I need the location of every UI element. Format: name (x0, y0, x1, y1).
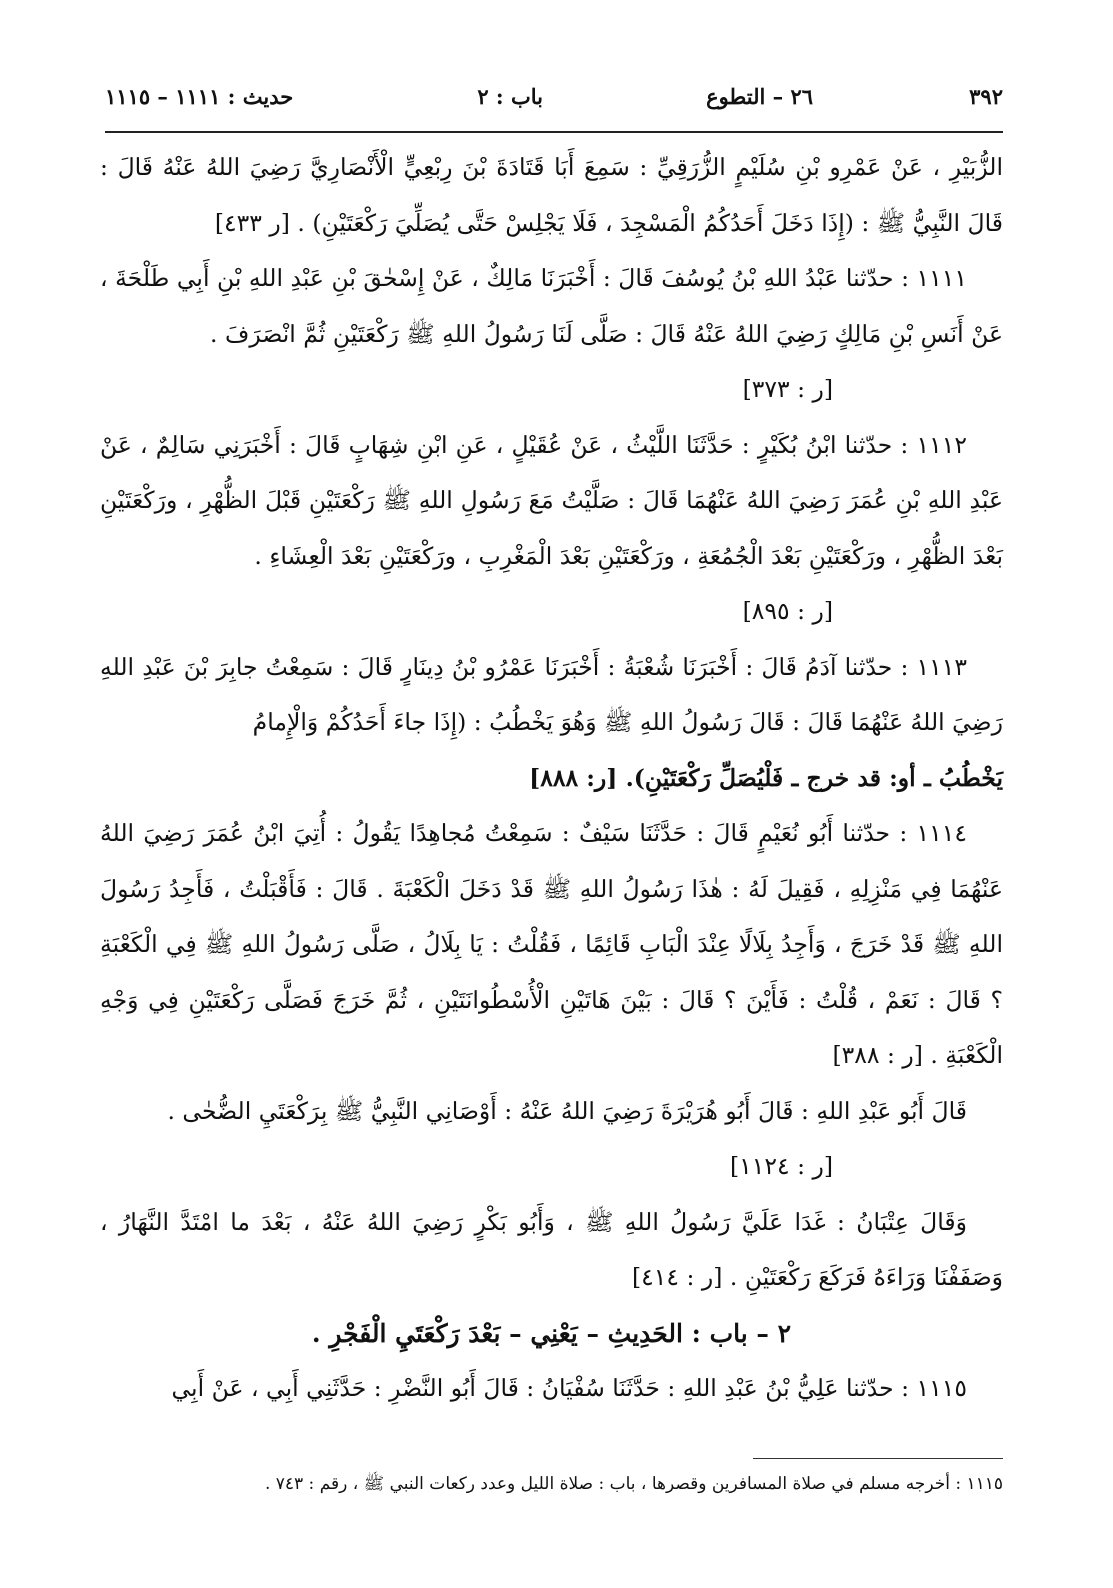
hadith-1114: ١١١٤ : حدّثنا أَبُو نُعَيْمٍ قَالَ : حَدَّثَنَا سَيْفٌ : سَمِعْتُ مُجاهِدًا يَقُولُ : أُتِيَ ابْنُ عُمَرَ رَضِيَ اللهُ عَنْهُمَا فِي مَنْزِلِهِ ، فَقِيلَ لَهُ : هٰذَا رَسُولُ اللهِ ﷺ قَدْ دَخَلَ الْكَعْبَةَ . قَالَ : فَأَقْبَلْتُ ، فَأَجِدُ رَسُولَ اللهِ ﷺ قَدْ خَرَجَ ، وَأَجِدُ بِلَالًا عِنْدَ الْبَابِ قَائِمًا ، فَقُلْتُ : يَا بِلَالُ ، صَلَّى رَسُولُ اللهِ ﷺ فِي الْكَعْبَةِ ؟ قَالَ : نَعَمْ ، قُلْتُ : فَأَيْنَ ؟ قَالَ : بَيْنَ هَاتَيْنِ الْأُسْطُوانَتَيْنِ ، ثُمَّ خَرَجَ فَصَلَّى رَكْعَتَيْنِ فِي وَجْهِ الْكَعْبَةِ . [ر : ٣٨٨] (100, 819, 1003, 1069)
reference-1112: [ر : ٨٩٥] (742, 597, 833, 625)
hadith-continuation: الزُّبَيْرِ ، عَنْ عَمْرِو بْنِ سُلَيْمٍ الزُّرَقِيِّ : سَمِعَ أَبَا قَتَادَةَ بْنَ رِبْعِيٍّ الْأَنْصَارِيَّ رَضِيَ اللهُ عَنْهُ قَالَ : قَالَ النَّبِيُّ ﷺ : (إِذَا دَخَلَ أَحَدُكُمُ الْمَسْجِدَ ، فَلَا يَجْلِسْ حَتَّى يُصَلِّيَ رَكْعَتَيْنِ) . [ر ٤٣٣] (100, 153, 1003, 237)
running-header (105, 78, 1003, 118)
chapter-title: ٢٦ – التطوع (706, 84, 813, 109)
hadith-1111: ١١١١ : حدّثنا عَبْدُ اللهِ بْنُ يُوسُفَ قَالَ : أَخْبَرَنَا مَالِكٌ ، عَنْ إِسْحٰقَ بْنِ عَبْدِ اللهِ بْنِ أَبِي طَلْحَةَ ، عَنْ أَنَسِ بْنِ مَالِكٍ رَضِيَ اللهُ عَنْهُ قَالَ : صَلَّى لَنَا رَسُولُ اللهِ ﷺ رَكْعَتَيْنِ ثُمَّ انْصَرَفَ . (100, 264, 1003, 348)
bab-number: باب : ٢ (477, 84, 543, 109)
hadith-1113: ١١١٣ : حدّثنا آدَمُ قَالَ : أَخْبَرَنَا شُعْبَةُ : أَخْبَرَنَا عَمْرُو بْنُ دِينَارٍ قَالَ : سَمِعْتُ جابِرَ بْنَ عَبْدِ اللهِ رَضِيَ اللهُ عَنْهُمَا قَالَ : قَالَ رَسُولُ اللهِ ﷺ وَهُوَ يَخْطُبُ : (إِذَا جاءَ أَحَدُكُمْ وَالْإِمامُ (100, 652, 1003, 736)
abu-abdullah-note: قَالَ أَبُو عَبْدِ اللهِ : قَالَ أَبُو هُرَيْرَةَ رَضِيَ اللهُ عَنْهُ : أَوْصَانِي النَّبِيُّ ﷺ بِرَكْعَتَيِ الضُّحٰى . (167, 1096, 967, 1125)
hadith-range: حديث : ١١١١ – ١١١٥ (105, 84, 294, 109)
page-number: ٣٩٢ (969, 84, 1003, 109)
reference-1111: [ر : ٣٧٣] (742, 375, 833, 403)
itban-note: وَقَالَ عِتْبَانُ : غَدَا عَلَيَّ رَسُولُ اللهِ ﷺ ، وَأَبُو بَكْرٍ رَضِيَ اللهُ عَنْهُ ، بَعْدَ ما امْتَدَّ النَّهَارُ ، وَصَفَفْنَا وَرَاءَهُ فَرَكَعَ رَكْعَتَيْنِ . [ر : ٤١٤] (100, 1207, 1003, 1291)
hadith-1112: ١١١٢ : حدّثنا ابْنُ بُكَيْرٍ : حَدَّثَنَا اللَّيْثُ ، عَنْ عُقَيْلٍ ، عَنِ ابْنِ شِهَابٍ قَالَ : أَخْبَرَنِي سَالِمٌ ، عَنْ عَبْدِ اللهِ بْنِ عُمَرَ رَضِيَ اللهُ عَنْهُمَا قَالَ : صَلَّيْتُ مَعَ رَسُولِ اللهِ ﷺ رَكْعَتَيْنِ قَبْلَ الظُّهْرِ ، ورَكْعَتَيْنِ بَعْدَ الظُّهْرِ ، ورَكْعَتَيْنِ بَعْدَ الْجُمُعَةِ ، ورَكْعَتَيْنِ بَعْدَ الْمَغْرِبِ ، ورَكْعَتَيْنِ بَعْدَ الْعِشَاءِ . (100, 430, 1003, 570)
main-text (100, 140, 1003, 1417)
hadith-1115: ١١١٥ : حدّثنا عَلِيُّ بْنُ عَبْدِ اللهِ : حَدَّثَنَا سُفْيَانُ : قَالَ أَبُو النَّضْرِ : حَدَّثَنِي أَبِي ، عَنْ أَبِي (171, 1374, 967, 1402)
bab-heading: ٢ – باب : الحَدِيثِ – يَعْنِي – بَعْدَ رَكْعَتَيِ الْفَجْرِ . (311, 1318, 792, 1348)
header-divider (105, 131, 1003, 133)
footnote-divider (753, 1458, 1003, 1459)
hadith-1113-bold-ending: يَخْطُبُ ـ أو: قد خرج ـ فَلْيُصَلِّ رَكْعَتَيْنِ). [ر: ٨٨٨] (529, 763, 1003, 792)
footnote: ١١١٥ : أخرجه مسلم في صلاة المسافرين وقصرها ، باب : صلاة الليل وعدد ركعات النبي ﷺ ، رقم : ٧٤٣ . (264, 1474, 1003, 1494)
reference-1124: [ر : ١١٢٤] (729, 1152, 833, 1180)
